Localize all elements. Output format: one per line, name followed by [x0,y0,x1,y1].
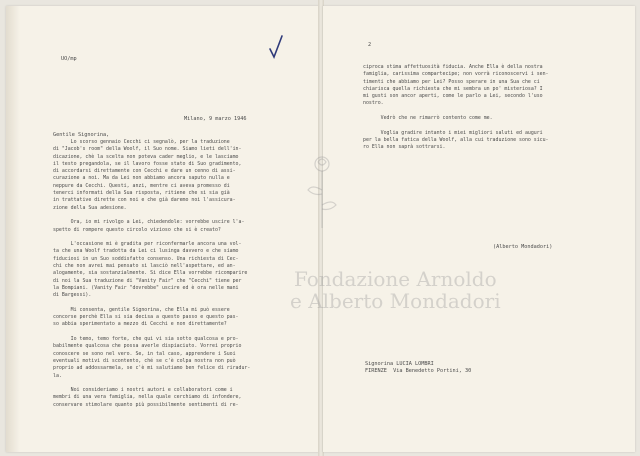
rose-watermark-icon [304,150,340,230]
recipient-name: Signorina LUCIA LOMBRI [365,361,434,367]
letter-body-page-2: ciproca stima affettuosità fiducia. Anche Ella è della nostra famiglia, carissima compartecipe; non vorrà riconoscervi i sen- timenti che abbiamo per Lei? Posso sperare in una Sua che ci chiarisca quella richiesta che mi sembra un po' misteriosa? I mi gusti son ancor aperti, come le parlo a Lei, secondo l'uso nostro. Vedrò che ne rimarrò contento come me. Voglia gradire intanto i miei migliori saluti ed auguri per la bella fatica della Woolf, alla cui traduzione sono sicu- ro Ella non saprà sottrarsi. [363,64,549,151]
page-shadow [6,6,20,452]
date-line: Milano, 9 marzo 1946 [184,116,247,122]
watermark-line-2: e Alberto Mondadori [290,289,501,313]
letter-body-page-1: Lo scorso gennaio Cecchi ci segnalò, per la traduzione di "Jacob's room" della Woolf, il Suo nome. Siamo lieti dell'in- dicazione, chè la scelta non poteva cader meglio, e le lasciamo il testo pregandola, se il lavoro fosse stato di Suo gradimento, di accordarsi direttamente con Cecchi e dare un cenno di assi- curazione a noi. Ma da Lei non abbiamo ancora saputo nulla e neppure da Cecchi. Questi, anzi, mentre ci aveva promesso di tenerci informati della Sua risposta, ritiene che si sia già in trattative dirette con noi e che già daremo noi l'assicura- zione della Sua adesione. Ora, io mi rivolgo a Lei, chiedendole: vorrebbe uscire l'a- spetto di rompere questo circolo vizioso che si è creato? L'occasione mi è gradita per riconfermarle ancora una vol- ta che una Woolf tradotta da Lei ci lusinga davvero e che siamo fiduciosi in un Suo soddisfatto consenso. Una richiesta di Cec- chi che non avrei mai pensato si lasciò nell'aspettare, ed an- alogamente, sia sostanzialmente. Si dice Ella vorrebbe ricomparire di noi la Sua traduzione di "Vanity Fair" che "Cecchi" tiene per la Bompiani. (Vanity Fair "dovrebbe" uscire ed è ora nelle mani di Bargessi). Mi consenta, gentile Signorina, che Ella mi può essere concorse perchè Ella si sia decisa a questo passo e questo pas- so abbia sperimentato a mezzo di Cecchi e non direttamente? Io temo, temo forte, che qui vi sia sotto qualcosa e pro- babilmente qualcosa che possa averle dispiaciuto. Vorrei proprio conoscere se sono nel vero. Se, in tal caso, apprendere i Suoi eventuali motivi di scontento, ché se c'è colpa nostra non può proprio ad addossarmela, se c'è mi salutiamo ben felice di riradur- la. Noi consideriamo i nostri autori e collaboratori come i membri di una vera famiglia, nella quale cerchiamo di infondere, conservare stimolare quanto più possibilmente sentimenti di re- [53,139,251,408]
page-number: 2 [368,42,372,48]
recipient-address [365,361,471,376]
watermark-line-1: Fondazione Arnoldo [293,267,497,291]
foundation-watermark [290,268,501,312]
reference-code: UO/mp [61,56,77,62]
salutation: Gentile Signorina, [53,132,110,138]
letter-page-1 [6,6,320,452]
letter-page-2 [323,6,635,452]
signature: (Alberto Mondadori) [493,244,553,250]
recipient-city-street: FIRENZE Via Benedetto Portini, 30 [365,368,472,375]
check-mark-icon [268,34,284,60]
